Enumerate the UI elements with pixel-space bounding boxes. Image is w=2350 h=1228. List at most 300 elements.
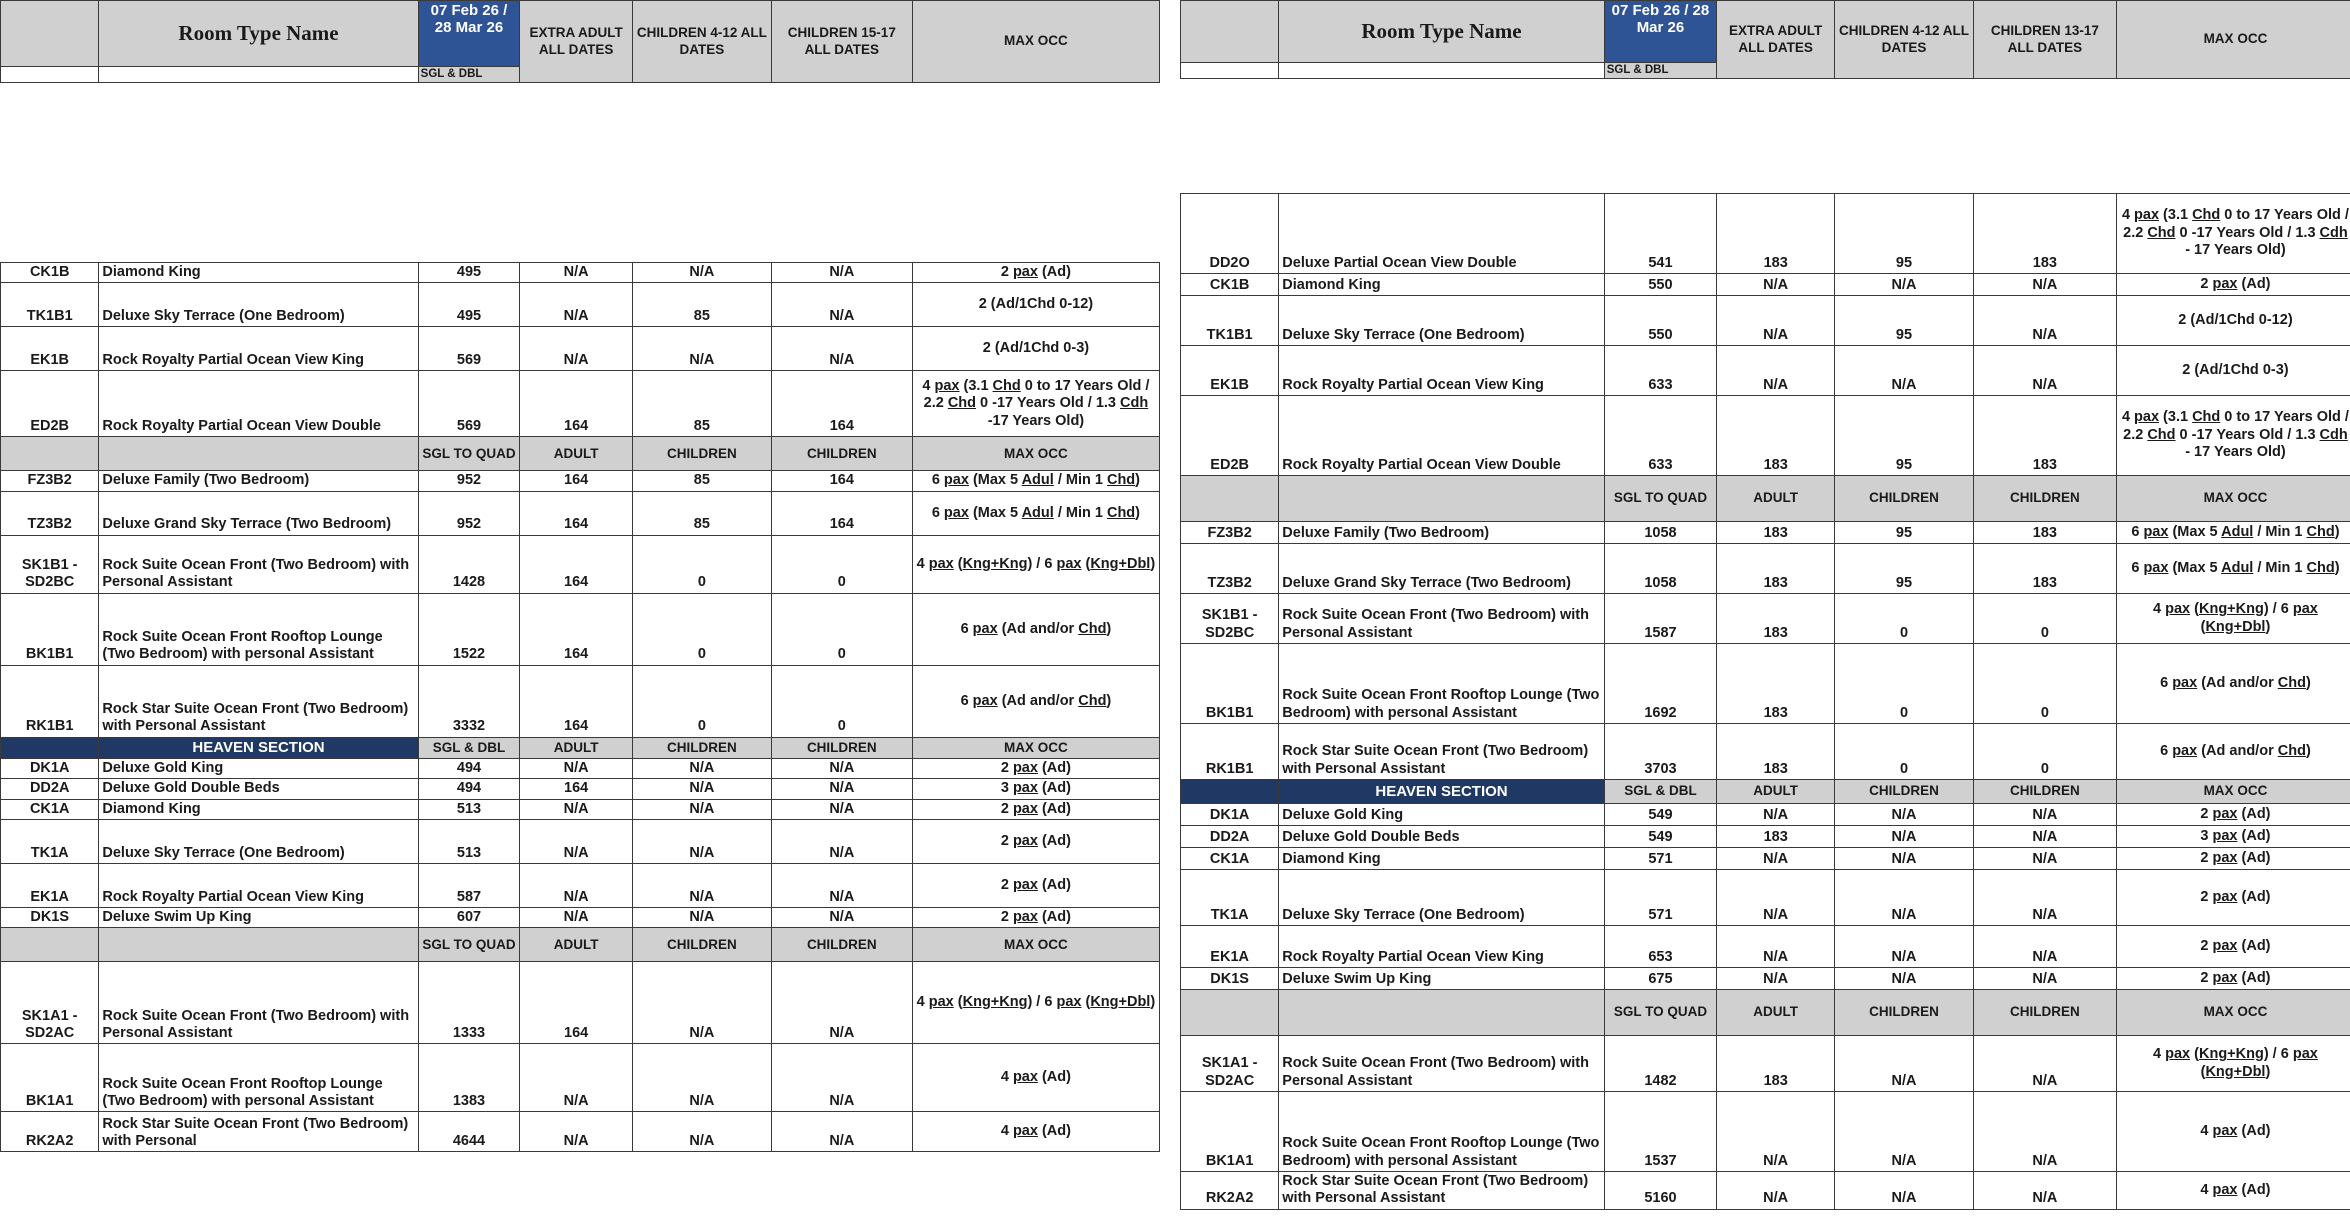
room-type-name: Rock Royalty Partial Ocean View King	[99, 327, 418, 371]
extra-adult-rate: N/A	[1717, 274, 1835, 296]
room-code: EK1B	[1181, 346, 1279, 396]
children-4-12-rate: N/A	[1835, 1036, 1974, 1092]
sub-header-children: CHILDREN	[771, 437, 912, 471]
children-13-17-rate: N/A	[771, 907, 912, 927]
room-type-name: Rock Royalty Partial Ocean View King	[1279, 346, 1604, 396]
extra-adult-rate: N/A	[1717, 968, 1835, 990]
room-rate: 571	[1604, 870, 1716, 926]
table-row	[1181, 724, 2350, 780]
children-13-17-rate: N/A	[771, 799, 912, 819]
room-type-name: Deluxe Gold Double Beds	[1279, 826, 1604, 848]
room-type-name: Rock Star Suite Ocean Front (Two Bedroom) with Personal Assistant	[99, 665, 418, 737]
header-room-type: Room Type Name	[99, 1, 418, 67]
table-row	[1, 371, 1160, 437]
sub-header-max-occ: MAX OCC	[2116, 476, 2350, 522]
table-row	[1181, 1172, 2350, 1210]
max-occupancy: 4 pax (3.1 Chd 0 to 17 Years Old / 2.2 Chd 0 -17 Years Old / 1.3 Cdh - 17 Years Old)	[2116, 396, 2350, 476]
children-13-17-rate: N/A	[1973, 1172, 2116, 1210]
sub-header-children: CHILDREN	[1973, 990, 2116, 1036]
max-occupancy: 3 pax (Ad)	[2116, 826, 2350, 848]
extra-adult-rate: 183	[1717, 396, 1835, 476]
room-code: RK2A2	[1181, 1172, 1279, 1210]
sub-header-max-occ: MAX OCC	[912, 437, 1159, 471]
extra-adult-rate: N/A	[520, 1044, 633, 1112]
max-occupancy: 6 pax (Max 5 Adul / Min 1 Chd)	[912, 491, 1159, 535]
table-row	[1181, 848, 2350, 870]
heaven-header-rate: SGL & DBL	[418, 737, 520, 758]
room-type-name: Deluxe Gold Double Beds	[99, 779, 418, 799]
children-4-12-rate: 0	[632, 535, 771, 593]
children-4-12-rate: 95	[1835, 296, 1974, 346]
header-blank-cell	[1181, 63, 1279, 79]
table-row	[1181, 194, 2350, 274]
table-row	[1181, 274, 2350, 296]
children-4-12-rate: 0	[632, 665, 771, 737]
max-occupancy: 6 pax (Max 5 Adul / Min 1 Chd)	[2116, 544, 2350, 594]
extra-adult-rate: 164	[520, 491, 633, 535]
table-row	[1181, 346, 2350, 396]
sub-header-children: CHILDREN	[632, 928, 771, 962]
extra-adult-rate: N/A	[520, 283, 633, 327]
extra-adult-rate: N/A	[1717, 926, 1835, 968]
children-13-17-rate: N/A	[771, 819, 912, 863]
room-rate: 494	[418, 758, 520, 778]
extra-adult-rate: N/A	[1717, 1092, 1835, 1172]
room-rate: 1428	[418, 535, 520, 593]
extra-adult-rate: 164	[520, 962, 633, 1044]
extra-adult-rate: N/A	[1717, 1172, 1835, 1210]
children-13-17-rate: N/A	[1973, 346, 2116, 396]
rate-table-right	[1180, 0, 2350, 1210]
sub-header-adult: ADULT	[520, 437, 633, 471]
room-rate: 633	[1604, 346, 1716, 396]
header-extra-adult: EXTRA ADULT ALL DATES	[1717, 1, 1835, 79]
header-extra-adult: EXTRA ADULT ALL DATES	[520, 1, 633, 83]
extra-adult-rate: N/A	[1717, 804, 1835, 826]
section-sub-header	[1, 437, 1160, 471]
children-4-12-rate: 85	[632, 283, 771, 327]
children-4-12-rate: N/A	[1835, 826, 1974, 848]
room-type-name: Deluxe Family (Two Bedroom)	[1279, 522, 1604, 544]
section-sub-header	[1, 928, 1160, 962]
room-code: FZ3B2	[1, 471, 99, 491]
room-rate: 1333	[418, 962, 520, 1044]
room-rate: 571	[1604, 848, 1716, 870]
children-4-12-rate: N/A	[1835, 1172, 1974, 1210]
children-13-17-rate: N/A	[1973, 804, 2116, 826]
room-code: CK1A	[1, 799, 99, 819]
table-row	[1, 907, 1160, 927]
children-13-17-rate: 183	[1973, 544, 2116, 594]
sub-header-rate: SGL TO QUAD	[1604, 476, 1716, 522]
table-row	[1, 819, 1160, 863]
children-4-12-rate: N/A	[1835, 804, 1974, 826]
room-type-name: Deluxe Sky Terrace (One Bedroom)	[99, 819, 418, 863]
room-code: DD2A	[1181, 826, 1279, 848]
children-4-12-rate: 95	[1835, 194, 1974, 274]
children-13-17-rate: N/A	[771, 962, 912, 1044]
table-row	[1181, 544, 2350, 594]
table-row	[1181, 296, 2350, 346]
table-row	[1, 491, 1160, 535]
section-sub-header	[1181, 476, 2350, 522]
room-type-name: Diamond King	[1279, 848, 1604, 870]
room-rate: 1383	[418, 1044, 520, 1112]
room-code: RK1B1	[1, 665, 99, 737]
max-occupancy: 2 pax (Ad)	[2116, 274, 2350, 296]
header-rate-basis: SGL & DBL	[418, 67, 520, 83]
header-rate-period: 07 Feb 26 / 28 Mar 26	[1604, 1, 1716, 63]
room-rate: 1522	[418, 593, 520, 665]
sub-header-max-occ: MAX OCC	[912, 928, 1159, 962]
children-4-12-rate: N/A	[632, 907, 771, 927]
extra-adult-rate: N/A	[520, 758, 633, 778]
children-4-12-rate: 85	[632, 471, 771, 491]
max-occupancy: 2 pax (Ad)	[2116, 870, 2350, 926]
room-type-name: Deluxe Swim Up King	[99, 907, 418, 927]
table-row	[1181, 1036, 2350, 1092]
children-13-17-rate: 0	[1973, 724, 2116, 780]
heaven-header-children: CHILDREN	[771, 737, 912, 758]
table-row	[1, 471, 1160, 491]
children-4-12-rate: N/A	[632, 962, 771, 1044]
children-13-17-rate: 0	[1973, 644, 2116, 724]
children-13-17-rate: 183	[1973, 522, 2116, 544]
max-occupancy: 6 pax (Ad and/or Chd)	[912, 665, 1159, 737]
room-rate: 569	[418, 327, 520, 371]
max-occupancy: 6 pax (Ad and/or Chd)	[2116, 724, 2350, 780]
room-rate: 633	[1604, 396, 1716, 476]
room-code: TZ3B2	[1, 491, 99, 535]
sub-header-children: CHILDREN	[1835, 990, 1974, 1036]
room-code: RK1B1	[1181, 724, 1279, 780]
children-4-12-rate: N/A	[1835, 926, 1974, 968]
room-rate: 541	[1604, 194, 1716, 274]
children-4-12-rate: N/A	[632, 327, 771, 371]
extra-adult-rate: N/A	[520, 819, 633, 863]
room-code: DK1A	[1181, 804, 1279, 826]
max-occupancy: 2 pax (Ad)	[2116, 968, 2350, 990]
extra-adult-rate: N/A	[520, 327, 633, 371]
children-13-17-rate: N/A	[1973, 968, 2116, 990]
heaven-header-adult: ADULT	[520, 737, 633, 758]
max-occupancy: 2 pax (Ad)	[2116, 804, 2350, 826]
max-occupancy: 6 pax (Ad and/or Chd)	[2116, 644, 2350, 724]
max-occupancy: 2 (Ad/1Chd 0-12)	[2116, 296, 2350, 346]
children-13-17-rate: N/A	[771, 779, 912, 799]
max-occupancy: 4 pax (Ad)	[912, 1044, 1159, 1112]
room-code: TK1A	[1, 819, 99, 863]
max-occupancy: 4 pax (Ad)	[2116, 1092, 2350, 1172]
extra-adult-rate: 164	[520, 371, 633, 437]
max-occupancy: 6 pax (Max 5 Adul / Min 1 Chd)	[2116, 522, 2350, 544]
extra-adult-rate: N/A	[1717, 870, 1835, 926]
max-occupancy: 6 pax (Max 5 Adul / Min 1 Chd)	[912, 471, 1159, 491]
room-type-name: Rock Suite Ocean Front (Two Bedroom) with Personal Assistant	[99, 535, 418, 593]
children-13-17-rate: N/A	[771, 758, 912, 778]
extra-adult-rate: N/A	[520, 863, 633, 907]
children-4-12-rate: 85	[632, 371, 771, 437]
extra-adult-rate: N/A	[1717, 848, 1835, 870]
extra-adult-rate: 183	[1717, 1036, 1835, 1092]
room-code: TK1A	[1181, 870, 1279, 926]
children-13-17-rate: 164	[771, 471, 912, 491]
children-13-17-rate: N/A	[771, 1044, 912, 1112]
children-4-12-rate: N/A	[632, 799, 771, 819]
table-row	[1, 863, 1160, 907]
max-occupancy: 4 pax (Ad)	[912, 1112, 1159, 1152]
heaven-header-adult: ADULT	[1717, 780, 1835, 804]
spacer	[1, 83, 1160, 263]
sub-header-children: CHILDREN	[1973, 476, 2116, 522]
sub-header-children: CHILDREN	[632, 437, 771, 471]
children-4-12-rate: 95	[1835, 396, 1974, 476]
heaven-section-header	[1181, 780, 2350, 804]
children-13-17-rate: N/A	[771, 263, 912, 283]
max-occupancy: 2 pax (Ad)	[912, 863, 1159, 907]
room-rate: 952	[418, 471, 520, 491]
max-occupancy: 2 (Ad/1Chd 0-12)	[912, 283, 1159, 327]
room-type-name: Rock Suite Ocean Front (Two Bedroom) with Personal Assistant	[1279, 594, 1604, 644]
max-occupancy: 2 (Ad/1Chd 0-3)	[912, 327, 1159, 371]
room-code: ED2B	[1, 371, 99, 437]
sub-header-blank	[99, 928, 418, 962]
sub-header-rate: SGL TO QUAD	[418, 437, 520, 471]
room-rate: 1587	[1604, 594, 1716, 644]
sub-header-blank	[1181, 476, 1279, 522]
max-occupancy: 2 pax (Ad)	[912, 263, 1159, 283]
extra-adult-rate: 183	[1717, 826, 1835, 848]
room-rate: 1482	[1604, 1036, 1716, 1092]
sub-header-adult: ADULT	[1717, 990, 1835, 1036]
table-row	[1, 263, 1160, 283]
room-type-name: Rock Royalty Partial Ocean View Double	[1279, 396, 1604, 476]
max-occupancy: 4 pax (3.1 Chd 0 to 17 Years Old / 2.2 Chd 0 -17 Years Old / 1.3 Cdh - 17 Years Old)	[2116, 194, 2350, 274]
room-type-name: Deluxe Family (Two Bedroom)	[99, 471, 418, 491]
heaven-header-blank	[1181, 780, 1279, 804]
sub-header-children: CHILDREN	[1835, 476, 1974, 522]
table-row	[1181, 826, 2350, 848]
children-4-12-rate: 0	[1835, 644, 1974, 724]
room-code: BK1B1	[1, 593, 99, 665]
children-13-17-rate: N/A	[1973, 848, 2116, 870]
children-4-12-rate: N/A	[1835, 968, 1974, 990]
heaven-header-children: CHILDREN	[632, 737, 771, 758]
room-rate: 549	[1604, 804, 1716, 826]
room-code: FZ3B2	[1181, 522, 1279, 544]
children-13-17-rate: 164	[771, 371, 912, 437]
spacer	[1181, 79, 2350, 194]
sub-header-blank	[1279, 990, 1604, 1036]
room-code: SK1B1 - SD2BC	[1181, 594, 1279, 644]
children-13-17-rate: 183	[1973, 194, 2116, 274]
room-code: DK1S	[1181, 968, 1279, 990]
room-rate: 569	[418, 371, 520, 437]
extra-adult-rate: N/A	[520, 263, 633, 283]
children-4-12-rate: N/A	[1835, 870, 1974, 926]
room-rate: 550	[1604, 274, 1716, 296]
room-rate: 1692	[1604, 644, 1716, 724]
extra-adult-rate: 183	[1717, 594, 1835, 644]
header-blank-cell	[1, 67, 99, 83]
heaven-header-max-occ: MAX OCC	[2116, 780, 2350, 804]
table-row	[1181, 870, 2350, 926]
table-row	[1181, 396, 2350, 476]
room-rate: 587	[418, 863, 520, 907]
table-row	[1, 327, 1160, 371]
heaven-header-rate: SGL & DBL	[1604, 780, 1716, 804]
room-rate: 1058	[1604, 544, 1716, 594]
table-row	[1, 758, 1160, 778]
header-children-4-12: CHILDREN 4-12 ALL DATES	[632, 1, 771, 83]
header-max-occ: MAX OCC	[2116, 1, 2350, 79]
room-type-name: Deluxe Sky Terrace (One Bedroom)	[99, 283, 418, 327]
extra-adult-rate: N/A	[520, 799, 633, 819]
children-4-12-rate: N/A	[1835, 274, 1974, 296]
room-type-name: Rock Royalty Partial Ocean View Double	[99, 371, 418, 437]
room-code: RK2A2	[1, 1112, 99, 1152]
room-type-name: Rock Star Suite Ocean Front (Two Bedroom) with Personal Assistant	[1279, 1172, 1604, 1210]
room-code: SK1A1 - SD2AC	[1181, 1036, 1279, 1092]
table-row	[1181, 1092, 2350, 1172]
room-type-name: Rock Suite Ocean Front (Two Bedroom) with Personal Assistant	[99, 962, 418, 1044]
room-rate: 675	[1604, 968, 1716, 990]
max-occupancy: 4 pax (Kng+Kng) / 6 pax (Kng+Dbl)	[912, 535, 1159, 593]
children-13-17-rate: 0	[771, 593, 912, 665]
room-type-name: Deluxe Sky Terrace (One Bedroom)	[1279, 870, 1604, 926]
sub-header-children: CHILDREN	[771, 928, 912, 962]
room-type-name: Diamond King	[99, 799, 418, 819]
header-corner	[1181, 1, 1279, 63]
room-rate: 549	[1604, 826, 1716, 848]
room-rate: 513	[418, 819, 520, 863]
children-13-17-rate: N/A	[1973, 826, 2116, 848]
room-type-name: Rock Suite Ocean Front (Two Bedroom) with Personal Assistant	[1279, 1036, 1604, 1092]
room-code: CK1B	[1181, 274, 1279, 296]
room-type-name: Rock Suite Ocean Front Rooftop Lounge (Two Bedroom) with personal Assistant	[1279, 1092, 1604, 1172]
heaven-header-children: CHILDREN	[1835, 780, 1974, 804]
header-blank-cell	[99, 67, 418, 83]
extra-adult-rate: 164	[520, 665, 633, 737]
table-row	[1, 962, 1160, 1044]
room-rate: 5160	[1604, 1172, 1716, 1210]
extra-adult-rate: 183	[1717, 522, 1835, 544]
table-row	[1181, 594, 2350, 644]
room-code: TZ3B2	[1181, 544, 1279, 594]
extra-adult-rate: 164	[520, 535, 633, 593]
table-row	[1181, 968, 2350, 990]
room-type-name: Deluxe Partial Ocean View Double	[1279, 194, 1604, 274]
sub-header-blank	[1279, 476, 1604, 522]
room-type-name: Diamond King	[99, 263, 418, 283]
extra-adult-rate: N/A	[520, 907, 633, 927]
max-occupancy: 4 pax (Kng+Kng) / 6 pax (Kng+Dbl)	[2116, 1036, 2350, 1092]
room-code: DD2A	[1, 779, 99, 799]
rate-table-panel-right	[1180, 0, 2350, 1210]
sub-header-blank	[1181, 990, 1279, 1036]
table-row	[1, 779, 1160, 799]
room-code: EK1A	[1181, 926, 1279, 968]
room-rate: 1537	[1604, 1092, 1716, 1172]
room-rate: 3332	[418, 665, 520, 737]
max-occupancy: 2 pax (Ad)	[912, 819, 1159, 863]
sub-header-blank	[99, 437, 418, 471]
children-13-17-rate: N/A	[771, 863, 912, 907]
children-4-12-rate: N/A	[632, 779, 771, 799]
sub-header-adult: ADULT	[520, 928, 633, 962]
children-4-12-rate: N/A	[632, 1112, 771, 1152]
extra-adult-rate: N/A	[520, 1112, 633, 1152]
sub-header-rate: SGL TO QUAD	[418, 928, 520, 962]
children-4-12-rate: 0	[632, 593, 771, 665]
room-rate: 3703	[1604, 724, 1716, 780]
room-type-name: Rock Royalty Partial Ocean View King	[1279, 926, 1604, 968]
extra-adult-rate: 183	[1717, 544, 1835, 594]
max-occupancy: 2 pax (Ad)	[912, 799, 1159, 819]
room-type-name: Deluxe Grand Sky Terrace (Two Bedroom)	[1279, 544, 1604, 594]
max-occupancy: 4 pax (3.1 Chd 0 to 17 Years Old / 2.2 Chd 0 -17 Years Old / 1.3 Cdh -17 Years Old)	[912, 371, 1159, 437]
room-type-name: Rock Royalty Partial Ocean View King	[99, 863, 418, 907]
room-code: TK1B1	[1, 283, 99, 327]
children-13-17-rate: N/A	[771, 1112, 912, 1152]
room-code: DK1A	[1, 758, 99, 778]
room-rate: 653	[1604, 926, 1716, 968]
children-4-12-rate: 95	[1835, 522, 1974, 544]
children-4-12-rate: 85	[632, 491, 771, 535]
room-type-name: Deluxe Sky Terrace (One Bedroom)	[1279, 296, 1604, 346]
extra-adult-rate: 183	[1717, 644, 1835, 724]
table-row	[1, 593, 1160, 665]
room-rate: 550	[1604, 296, 1716, 346]
rate-table-panel-left	[0, 0, 1160, 1152]
room-code: DK1S	[1, 907, 99, 927]
sub-header-blank	[1, 437, 99, 471]
room-type-name: Diamond King	[1279, 274, 1604, 296]
room-code: EK1A	[1, 863, 99, 907]
room-type-name: Deluxe Grand Sky Terrace (Two Bedroom)	[99, 491, 418, 535]
children-4-12-rate: N/A	[632, 819, 771, 863]
extra-adult-rate: 164	[520, 471, 633, 491]
max-occupancy: 4 pax (Ad)	[2116, 1172, 2350, 1210]
room-code: CK1B	[1, 263, 99, 283]
extra-adult-rate: 183	[1717, 724, 1835, 780]
heaven-header-blank	[1, 737, 99, 758]
sub-header-rate: SGL TO QUAD	[1604, 990, 1716, 1036]
children-13-17-rate: N/A	[1973, 1092, 2116, 1172]
table-row	[1181, 522, 2350, 544]
children-13-17-rate: N/A	[1973, 1036, 2116, 1092]
sub-header-max-occ: MAX OCC	[2116, 990, 2350, 1036]
children-4-12-rate: 0	[1835, 594, 1974, 644]
header-room-type: Room Type Name	[1279, 1, 1604, 63]
children-13-17-rate: N/A	[771, 283, 912, 327]
children-13-17-rate: N/A	[771, 327, 912, 371]
extra-adult-rate: 183	[1717, 194, 1835, 274]
room-code: BK1B1	[1181, 644, 1279, 724]
max-occupancy: 4 pax (Kng+Kng) / 6 pax (Kng+Dbl)	[912, 962, 1159, 1044]
children-4-12-rate: N/A	[632, 863, 771, 907]
header-children-4-12: CHILDREN 4-12 ALL DATES	[1835, 1, 1974, 79]
section-sub-header	[1181, 990, 2350, 1036]
heaven-section-title: HEAVEN SECTION	[1279, 780, 1604, 804]
header-max-occ: MAX OCC	[912, 1, 1159, 83]
table-row	[1, 1112, 1160, 1152]
room-rate: 607	[418, 907, 520, 927]
room-rate: 494	[418, 779, 520, 799]
table-row	[1181, 644, 2350, 724]
header-corner	[1, 1, 99, 67]
room-code: BK1A1	[1, 1044, 99, 1112]
